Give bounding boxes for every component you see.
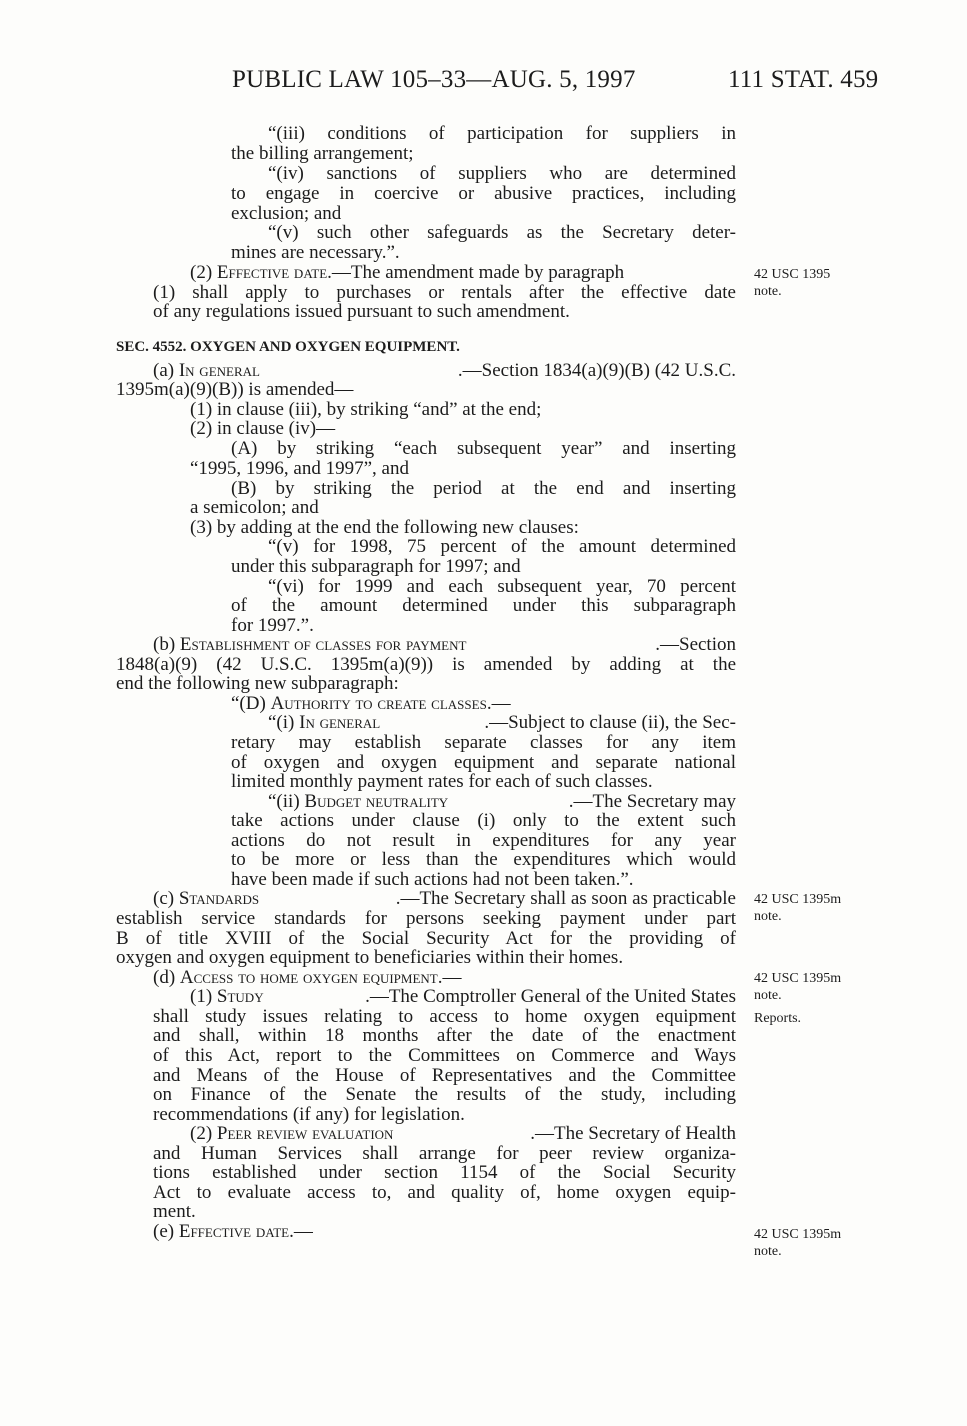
text-line: (c) Standards .—The Secretary shall as soon as practicable [153,888,736,909]
text-line: (2) Effective date.—The amendment made by paragraph [190,262,625,283]
text-line: to be more or less than the expenditures which would [231,849,736,870]
text-line: “(v) for 1998, 75 percent of the amount determined [268,536,736,557]
text-line: the billing arrangement; [231,143,414,164]
text-line: “(vi) for 1999 and each subsequent year, 70 percent [268,576,736,597]
text-line: to engage in coercive or abusive practices, including [231,183,736,204]
text-line: “(i) In general .—Subject to clause (ii), the Sec- [268,712,736,733]
text-line: (A) by striking “each subsequent year” and inserting [231,438,736,459]
text-line: tions established under section 1154 of the Social Security [153,1162,736,1183]
text-line: oxygen and oxygen equipment to beneficiaries within their homes. [116,947,624,968]
running-header-page: 111 STAT. 459 [728,66,879,93]
text-line: have been made if such actions had not been taken.”. [231,869,634,890]
text-line: 1848(a)(9) (42 U.S.C. 1395m(a)(9)) is amended by adding at the [116,654,736,675]
text-line: “(v) such other safeguards as the Secretary deter- [268,222,736,243]
text-line: actions do not result in expenditures for any year [231,830,736,851]
text-line: mines are necessary.”. [231,242,400,263]
text-line: “(D) Authority to create classes.— [231,693,511,714]
text-line: of any regulations issued pursuant to such amendment. [153,301,570,322]
text-line: (2) in clause (iv)— [190,418,336,439]
text-line: (3) by adding at the end the following new clauses: [190,517,579,538]
text-line: on Finance of the Senate the results of the study, including [153,1084,736,1105]
text-line: (e) Effective date.— [153,1221,313,1242]
text-line: for 1997.”. [231,615,314,636]
text-line: exclusion; and [231,203,342,224]
margin-note: 42 USC 1395 note. [754,267,831,299]
text-line: (1) Study .—The Comptroller General of the United States [190,986,736,1007]
text-line: (d) Access to home oxygen equipment.— [153,967,462,988]
section-heading: SEC. 4552. OXYGEN AND OXYGEN EQUIPMENT. [116,339,460,355]
text-line: (1) shall apply to purchases or rentals after the effective date [153,282,736,303]
margin-note: Reports. [754,1011,802,1026]
text-line: end the following new subparagraph: [116,673,399,694]
text-line: “(ii) Budget neutrality .—The Secretary may [268,791,736,812]
text-line: a semicolon; and [190,497,319,518]
text-line: and Means of the House of Representatives and the Committee [153,1065,736,1086]
text-line: recommendations (if any) for legislation. [153,1104,465,1125]
text-line: (a) In general .—Section 1834(a)(9)(B) (42 U.S.C. [153,360,736,381]
margin-note: 42 USC 1395m note. [754,971,842,1003]
text-line: (b) Establishment of classes for payment .—Section [153,634,736,655]
text-line: “1995, 1996, and 1997”, and [190,458,409,479]
text-line: of oxygen and oxygen equipment and separate national [231,752,736,773]
text-line: limited monthly payment rates for each of such classes. [231,771,653,792]
text-line: establish service standards for persons seeking payment under part [116,908,736,929]
text-line: of this Act, report to the Committees on Commerce and Ways [153,1045,736,1066]
text-line: take actions under clause (i) only to the extent such [231,810,736,831]
text-line: (2) Peer review evaluation .—The Secretary of Health [190,1123,736,1144]
text-line: retary may establish separate classes for any item [231,732,736,753]
text-line: 1395m(a)(9)(B)) is amended— [116,379,354,400]
text-line: and Human Services shall arrange for peer review organiza- [153,1143,736,1164]
margin-note: 42 USC 1395m note. [754,1227,842,1259]
margin-note: 42 USC 1395m note. [754,892,842,924]
text-line: (B) by striking the period at the end and inserting [231,478,736,499]
text-line: “(iii) conditions of participation for suppliers in [268,123,736,144]
text-line: “(iv) sanctions of suppliers who are determined [268,163,736,184]
running-header-title: PUBLIC LAW 105–33—AUG. 5, 1997 [232,66,636,93]
text-line: ment. [153,1201,196,1222]
text-line: shall study issues relating to access to home oxygen equipment [153,1006,736,1027]
text-line: under this subparagraph for 1997; and [231,556,521,577]
text-line: B of title XVIII of the Social Security Act for the providing of [116,928,736,949]
text-line: and shall, within 18 months after the date of the enactment [153,1025,736,1046]
text-line: Act to evaluate access to, and quality of, home oxygen equip- [153,1182,736,1203]
text-line: (1) in clause (iii), by striking “and” at the end; [190,399,542,420]
text-line: of the amount determined under this subparagraph [231,595,736,616]
